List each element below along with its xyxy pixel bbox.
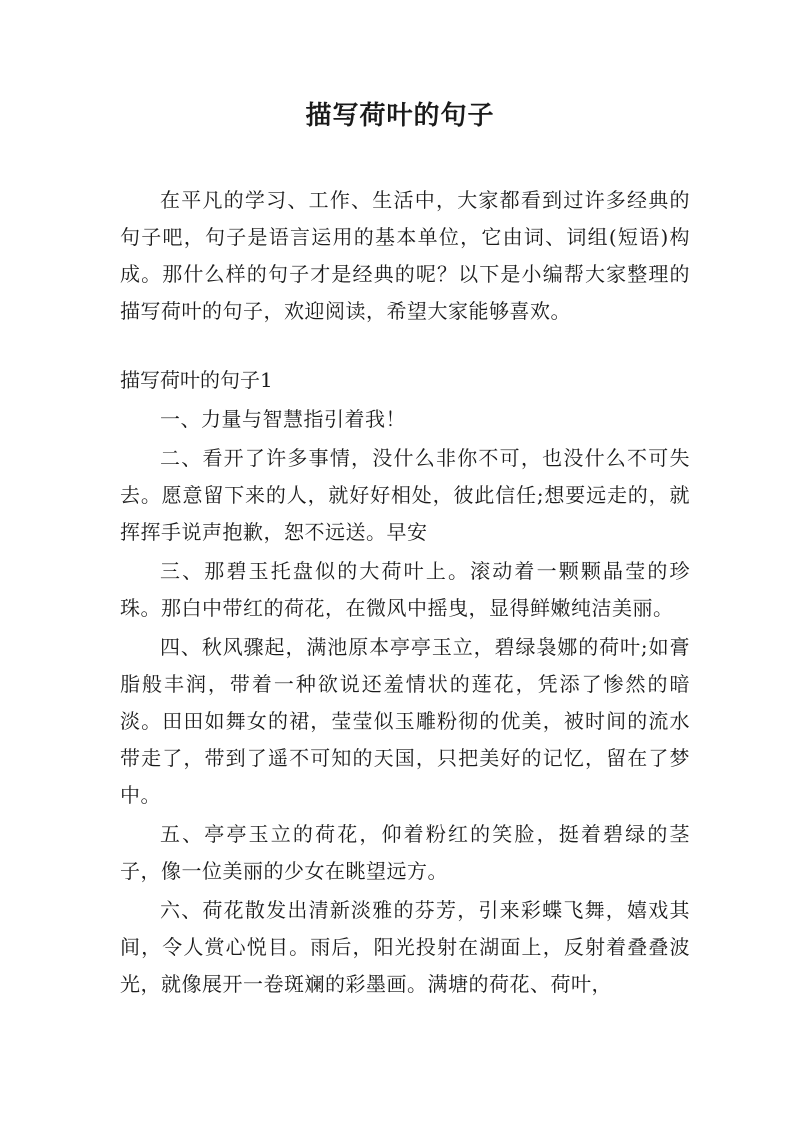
intro-paragraph: 在平凡的学习、工作、生活中，大家都看到过许多经典的句子吧，句子是语言运用的基本单位，它由词、词组(短语)构成。那什么样的句子才是经典的呢？以下是小编帮大家整理的描写荷叶的句子，欢迎阅读，希望大家能够喜欢。 [120, 188, 690, 323]
sentence-item-1: 一、力量与智慧指引着我！ [160, 407, 406, 431]
section-heading: 描写荷叶的句子1 [120, 368, 273, 392]
sentence-item-3: 三、那碧玉托盘似的大荷叶上。滚动着一颗颗晶莹的珍珠。那白中带红的荷花，在微风中摇曳，显得鲜嫩纯洁美丽。 [120, 559, 690, 620]
sentence-item-6: 六、荷花散发出清新淡雅的芬芳，引来彩蝶飞舞，嬉戏其间，令人赏心悦目。雨后，阳光投射在湖面上，反射着叠叠波光，就像展开一卷斑斓的彩墨画。满塘的荷花、荷叶， [120, 898, 690, 996]
sentence-item-2: 二、看开了许多事情，没什么非你不可，也没什么不可失去。愿意留下来的人，就好好相处，彼此信任;想要远走的，就挥挥手说声抱歉，恕不远送。早安 [120, 446, 690, 544]
sentence-item-4: 四、秋风骤起，满池原本亭亭玉立，碧绿袅娜的荷叶;如膏脂般丰润，带着一种欲说还羞情状的莲花，凭添了惨然的暗淡。田田如舞女的裙，莹莹似玉雕粉彻的优美，被时间的流水带走了，带到了遥不可知的天国，只把美好的记忆，留在了梦中。 [120, 635, 690, 807]
document-body [120, 182, 690, 1005]
sentence-item-5: 五、亭亭玉立的荷花，仰着粉红的笑脸，挺着碧绿的茎子，像一位美丽的少女在眺望远方。 [120, 822, 690, 883]
document-title: 描写荷叶的句子 [305, 101, 495, 131]
